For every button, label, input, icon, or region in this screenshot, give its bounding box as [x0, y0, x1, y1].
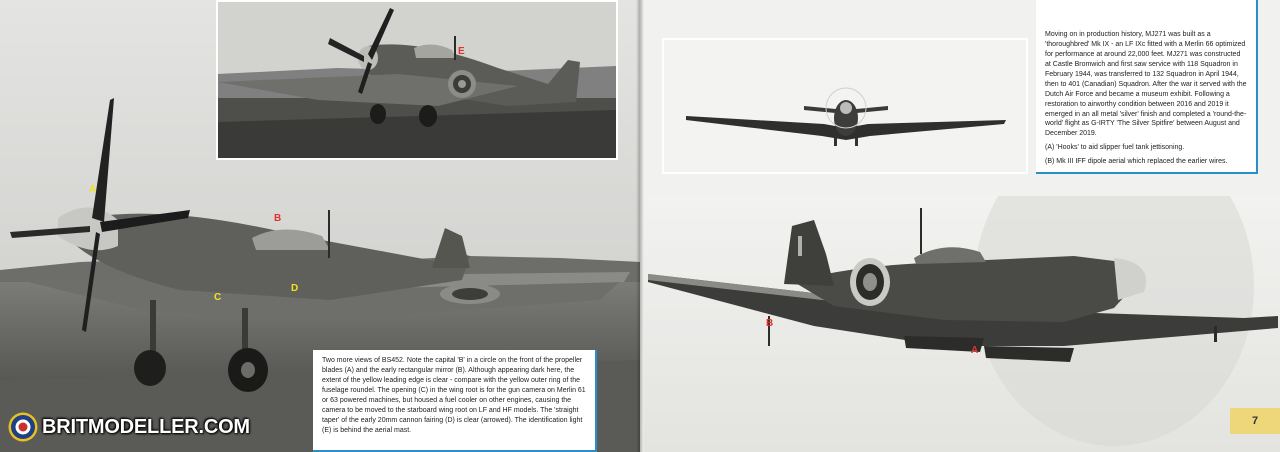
callout-b-iff-aerial: B: [766, 318, 774, 329]
page-number: 7: [1230, 408, 1280, 434]
caption-right-note-a: (A) 'Hooks' to aid slipper fuel tank jettisoning.: [1045, 144, 1185, 152]
callout-c-wing-root: C: [214, 292, 222, 303]
callout-a-propeller: A: [89, 184, 97, 195]
watermark-logo: [8, 410, 250, 444]
spitfire-head-on-photo: [662, 38, 1028, 174]
spitfire-flight-photo: [644, 196, 1280, 452]
caption-left: [313, 350, 597, 452]
callout-e-identification-light: E: [458, 46, 465, 57]
raf-roundel-icon: [8, 412, 38, 442]
caption-right-paragraph: Moving on in production history, MJ271 was built as a 'thoroughbred' Mk IX - an LF IXc fitted with a Merlin 66 optimized for performance at around 22,000 feet. MJ271 was constructed at Castle Bromwich and first saw service with 118 Squadron in February 1944, was transferred to 132 Squadron in April 1944, then to 401 (Canadian) Squadron. After the war it served with the Dutch Air Force and became a museum exhibit. Following a restoration to airworthy condition between 2016 and 2019 it emerged in an all metal 'silver' finish and completed a 'round-the-world' flight as G-IRTY 'The Silver Spitfire' between August and December 2019.: [1045, 31, 1247, 138]
caption-right-note-b: (B) Mk III IFF dipole aerial which replaced the earlier wires.: [1045, 158, 1228, 166]
page-gutter: [636, 0, 644, 452]
spitfire-ground-photo-top: [216, 0, 618, 160]
callout-b-mirror: B: [274, 213, 282, 224]
callout-a-hooks: A: [971, 345, 979, 356]
callout-d-cannon-fairing: D: [291, 283, 299, 294]
caption-right: [1036, 0, 1258, 174]
watermark-text: BRITMODELLER.COM: [42, 415, 250, 438]
caption-left-text: Two more views of BS452. Note the capital 'B' in a circle on the front of the propeller blades (A) and the early rectangular mirror (B). Although appearing dark here, the extent of the yellow leading edge is clear - compare with the yellow outer ring of the fuselage roundel. The opening (C) in the wing root is for the gun camera on Merlin 61 or 63 powered machines, but housed a fuel cooler on other engines, causing the camera to be moved to the starboard wing root on LF and HF models. The 'straight taper' of the early 20mm cannon fairing (D) is clear (arrowed). The identification light (E) is behind the aerial mast.: [322, 357, 586, 434]
